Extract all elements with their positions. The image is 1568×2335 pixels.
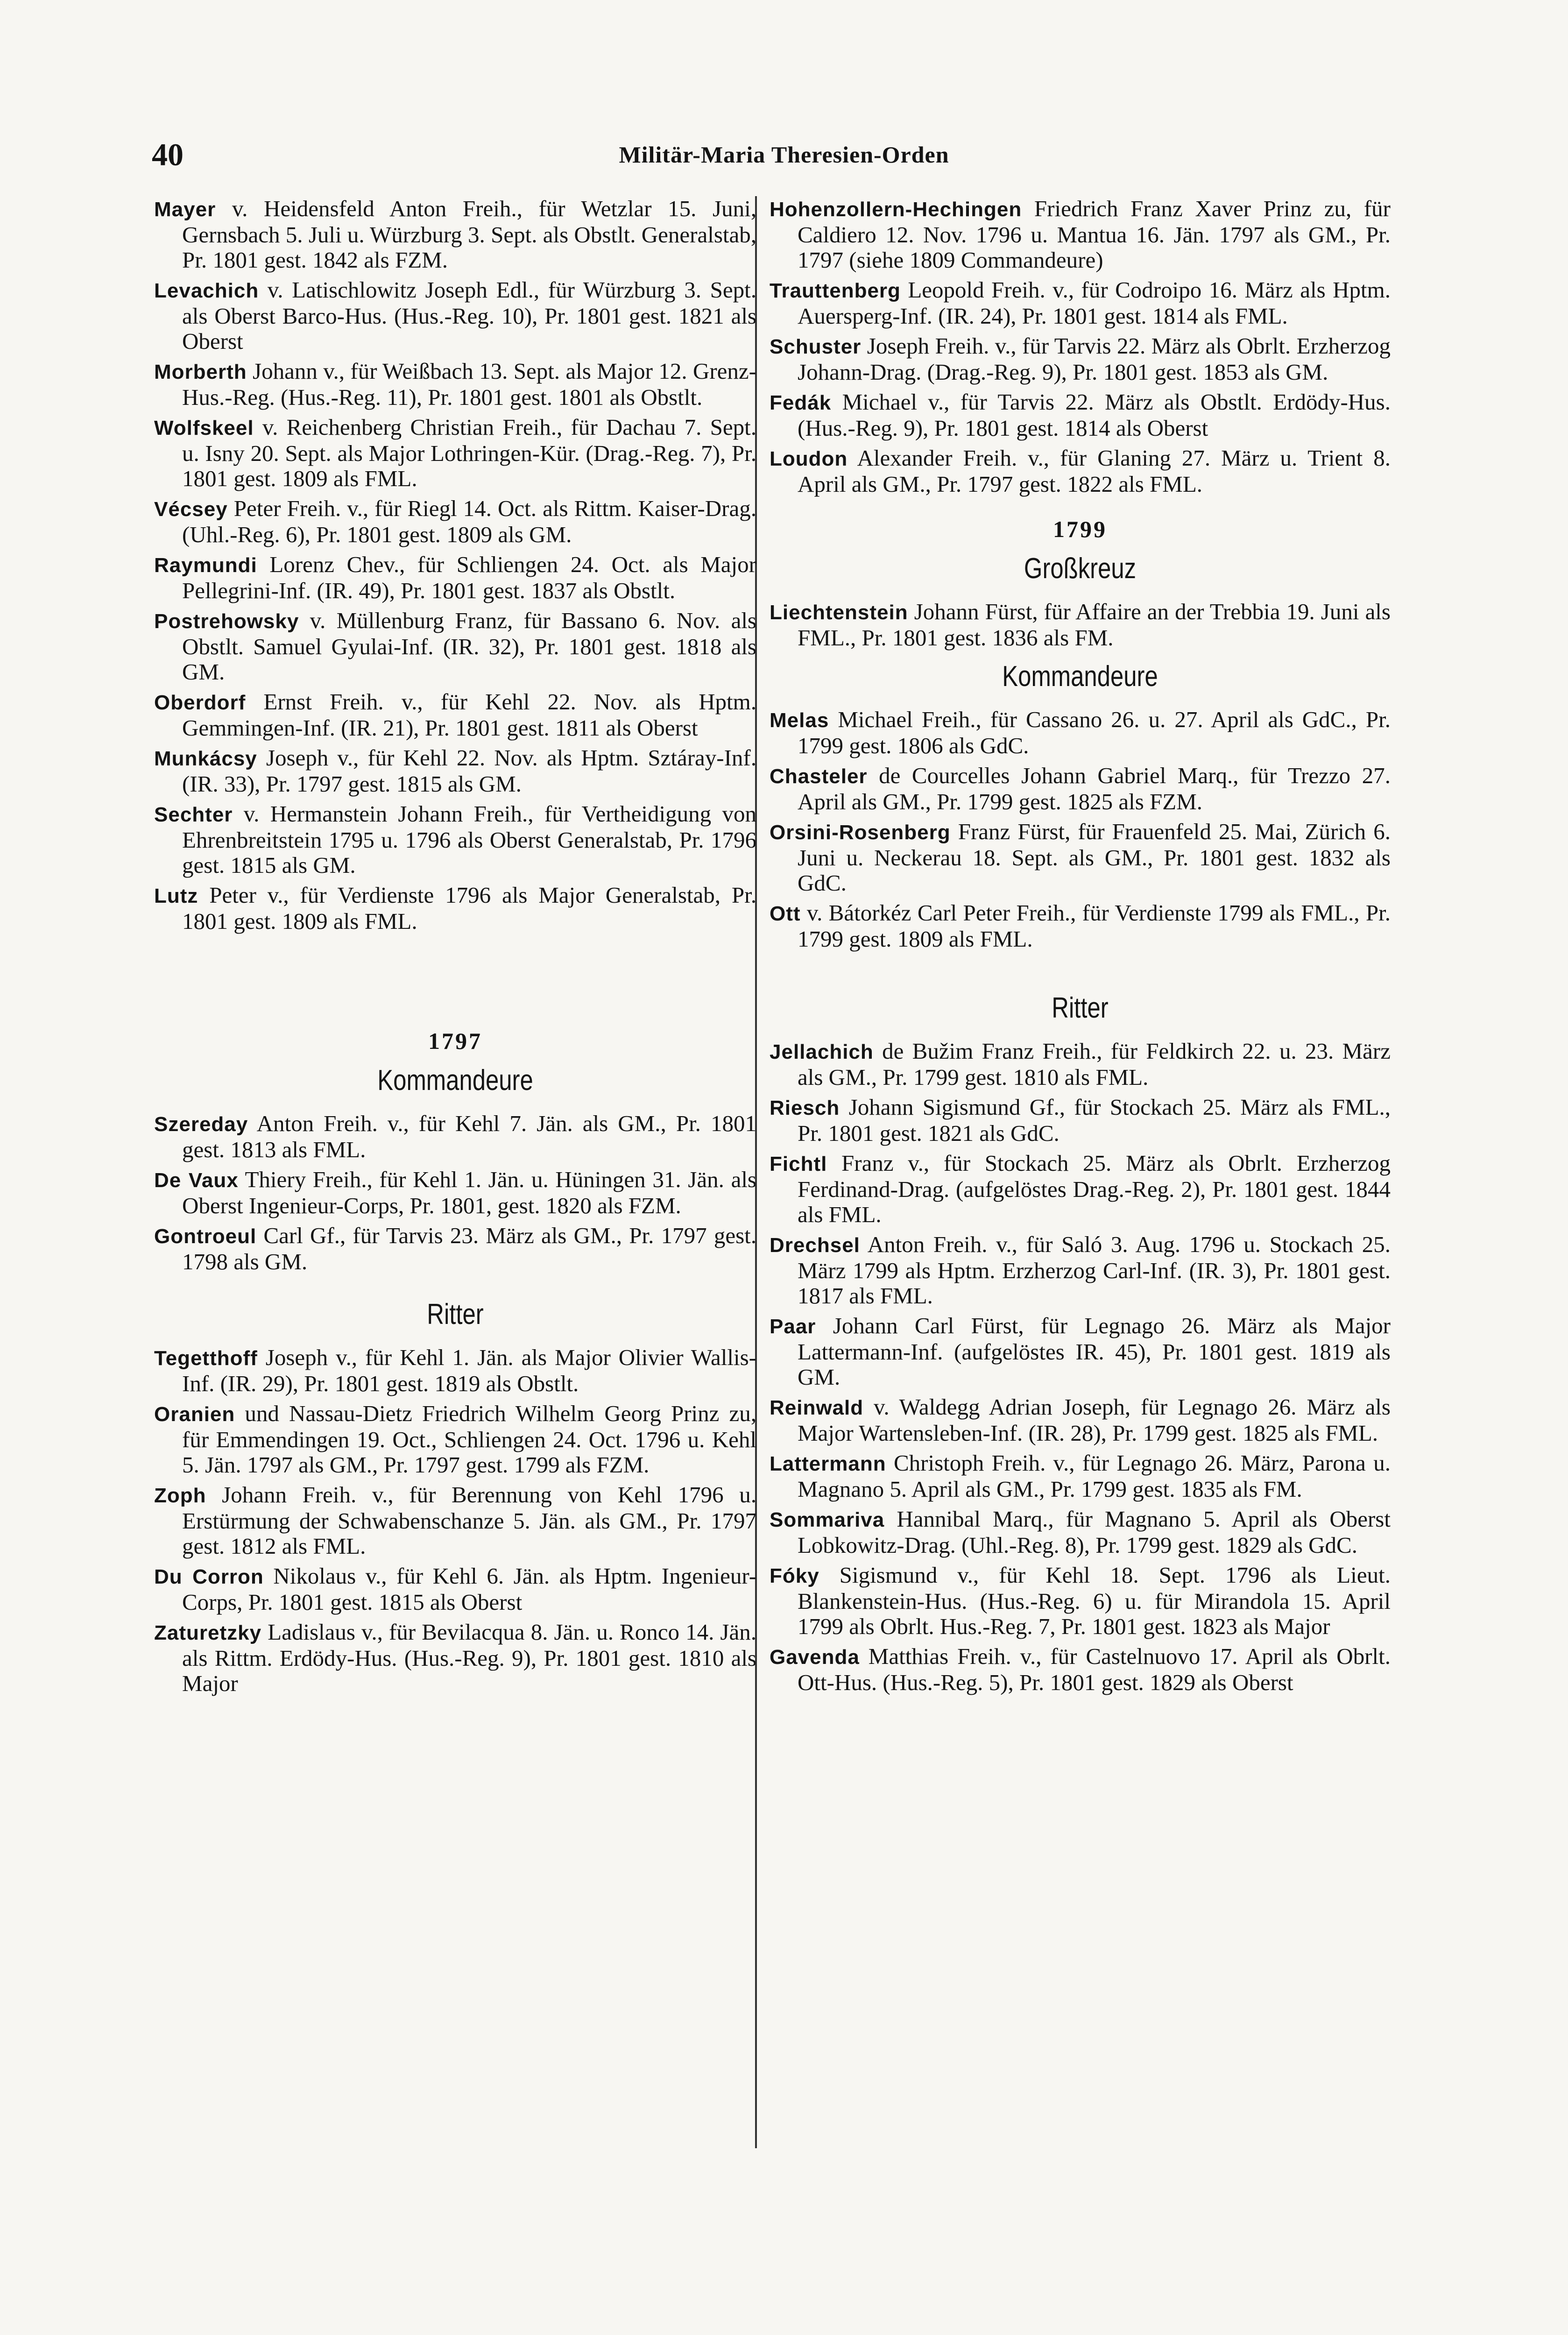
order-entry [154, 608, 756, 685]
entry-list [770, 196, 1391, 497]
entry-text: v. Waldegg Adrian Joseph, für Legnago 26. März als Major Wartensleben-Inf. (IR. 28), Pr. 1799 gest. 1825 als FML. [798, 1394, 1391, 1446]
order-entry [154, 883, 756, 934]
section-heading: Kommandeure [1002, 660, 1158, 693]
section-heading: Großkreuz [1024, 552, 1137, 585]
entry-name: Szereday [154, 1113, 248, 1136]
order-entry [154, 1223, 756, 1274]
entry-name: Fichtl [770, 1153, 827, 1175]
order-entry [770, 277, 1391, 329]
entry-text: de Courcelles Johann Gabriel Marq., für Trezzo 27. April als GM., Pr. 1799 gest. 1825 als FZM. [798, 763, 1391, 814]
order-entry [770, 1232, 1391, 1309]
entry-list [154, 1111, 756, 1274]
entry-text: v. Latischlowitz Joseph Edl., für Würzburg 3. Sept. als Oberst Barco-Hus. (Hus.-Reg. 10), Pr. 1801 gest. 1821 als Oberst [182, 277, 756, 354]
entry-name: Postrehowsky [154, 610, 299, 633]
order-entry [770, 389, 1391, 441]
entry-text: Anton Freih. v., für Kehl 7. Jän. als GM., Pr. 1801 gest. 1813 als FML. [182, 1111, 756, 1162]
section-heading: Ritter [427, 1298, 484, 1330]
order-entry [154, 1564, 756, 1615]
entry-name: Mayer [154, 198, 216, 221]
order-entry [770, 763, 1391, 814]
entry-name: Morberth [154, 361, 247, 383]
entry-text: Lorenz Chev., für Schliengen 24. Oct. als Major Pellegrini-Inf. (IR. 49), Pr. 1801 gest. 1837 als Obstlt. [182, 552, 756, 603]
order-entry [154, 1111, 756, 1162]
order-entry [154, 1620, 756, 1696]
order-entry [770, 599, 1391, 651]
year-heading: 1797 [428, 1028, 482, 1054]
spacer [154, 939, 756, 1009]
entry-text: v. Reichenberg Christian Freih., für Dachau 7. Sept. u. Isny 20. Sept. als Major Lothringen-Kür. (Drag.-Reg. 7), Pr. 1801 gest. 1809 als FML. [182, 414, 756, 491]
entry-text: Johann Carl Fürst, für Legnago 26. März als Major Lattermann-Inf. (aufgelöstes IR. 45), Pr. 1801 gest. 1819 als GM. [798, 1313, 1391, 1390]
order-entry [154, 359, 756, 410]
entry-name: Melas [770, 709, 829, 732]
entry-text: v. Bátorkéz Carl Peter Freih., für Verdienste 1799 als FML., Pr. 1799 gest. 1809 als FML. [798, 900, 1391, 952]
order-entry [154, 552, 756, 603]
entry-name: Raymundi [154, 554, 257, 577]
entry-text: Johann Sigismund Gf., für Stockach 25. März als FML., Pr. 1801 gest. 1821 als GdC. [798, 1094, 1391, 1146]
entry-name: Levachich [154, 279, 259, 302]
entry-name: Gontroeul [154, 1225, 257, 1248]
entry-name: Sommariva [770, 1508, 885, 1531]
entry-text: Michael v., für Tarvis 22. März als Obstlt. Erdödy-Hus. (Hus.-Reg. 9), Pr. 1801 gest. 1814 als Oberst [798, 389, 1391, 441]
order-entry [770, 446, 1391, 497]
entry-name: Ott [770, 902, 801, 925]
order-entry [154, 689, 756, 741]
entry-text: Peter v., für Verdienste 1796 als Major Generalstab, Pr. 1801 gest. 1809 als FML. [182, 882, 756, 934]
entry-list [154, 196, 756, 934]
entry-name: Jellachich [770, 1040, 874, 1063]
order-entry [770, 196, 1391, 273]
entry-name: Sechter [154, 803, 233, 826]
order-entry [154, 1345, 756, 1396]
entry-name: Loudon [770, 447, 848, 470]
entry-text: Franz Fürst, für Frauenfeld 25. Mai, Zürich 6. Juni u. Neckerau 18. Sept. als GM., Pr. 1801 gest. 1832 als GdC. [798, 819, 1391, 896]
entry-text: Matthias Freih. v., für Castelnuovo 17. April als Obrlt. Ott-Hus. (Hus.-Reg. 5), Pr. 1801 gest. 1829 als Oberst [798, 1643, 1391, 1695]
entry-text: v. Hermanstein Johann Freih., für Vertheidigung von Ehrenbreitstein 1795 u. 1796 als Oberst Generalstab, Pr. 1796 gest. 1815 als GM. [182, 801, 756, 878]
order-entry [154, 801, 756, 878]
order-entry [770, 1644, 1391, 1695]
entry-text: Hannibal Marq., für Magnano 5. April als Oberst Lobkowitz-Drag. (Uhl.-Reg. 8), Pr. 1799 gest. 1829 als GdC. [798, 1506, 1391, 1558]
order-entry [770, 900, 1391, 952]
entry-list [154, 1345, 756, 1696]
order-entry [770, 1313, 1391, 1390]
order-entry [154, 745, 756, 797]
entry-text: Nikolaus v., für Kehl 6. Jän. als Hptm. Ingenieur-Corps, Pr. 1801 gest. 1815 als Oberst [182, 1563, 757, 1615]
order-entry [154, 1482, 756, 1559]
page-header [0, 136, 1568, 178]
order-entry [770, 1507, 1391, 1558]
entry-text: Johann Freih. v., für Berennung von Kehl 1796 u. Erstürmung der Schwabenschanze 5. Jän. als GM., Pr. 1797 gest. 1812 als FML. [182, 1482, 756, 1559]
running-title: Militär-Maria Theresien-Orden [619, 142, 949, 168]
entry-text: Ernst Freih. v., für Kehl 22. Nov. als Hptm. Gemmingen-Inf. (IR. 21), Pr. 1801 gest. 1811 als Oberst [182, 689, 756, 741]
order-entry [154, 277, 756, 354]
order-entry [770, 1151, 1391, 1227]
entry-text: Ladislaus v., für Bevilacqua 8. Jän. u. Ronco 14. Jän. als Rittm. Erdödy-Hus. (Hus.-Reg. 9), Pr. 1801 gest. 1810 als Major [182, 1619, 756, 1696]
order-entry [770, 1451, 1391, 1502]
entry-name: Tegetthoff [154, 1347, 258, 1370]
order-entry [770, 1563, 1391, 1639]
entry-name: De Vaux [154, 1169, 239, 1192]
section-heading: Ritter [1052, 992, 1109, 1024]
entry-text: Carl Gf., für Tarvis 23. März als GM., Pr. 1797 gest. 1798 als GM. [182, 1223, 756, 1274]
entry-text: Thiery Freih., für Kehl 1. Jän. u. Hüningen 31. Jän. als Oberst Ingenieur-Corps, Pr. 1801, gest. 1820 als FZM. [182, 1167, 756, 1218]
entry-name: Riesch [770, 1097, 840, 1119]
entry-name: Drechsel [770, 1234, 860, 1257]
order-entry [154, 1401, 756, 1478]
order-entry [154, 496, 756, 547]
entry-list [770, 1039, 1391, 1695]
entry-name: Liechtenstein [770, 601, 908, 624]
entry-name: Chasteler [770, 765, 868, 788]
entry-name: Fedák [770, 391, 832, 414]
entry-text: Peter Freih. v., für Riegl 14. Oct. als Rittm. Kaiser-Drag. (Uhl.-Reg. 6), Pr. 1801 gest. 1809 als GM. [182, 495, 756, 547]
entry-text: Franz v., für Stockach 25. März als Obrlt. Erzherzog Ferdinand-Drag. (aufgelöstes Drag.-Reg. 2), Pr. 1801 gest. 1844 als FML. [798, 1150, 1391, 1227]
entry-name: Wolfskeel [154, 417, 254, 439]
entry-name: Fóky [770, 1564, 819, 1587]
entry-text: v. Müllenburg Franz, für Bassano 6. Nov. als Obstlt. Samuel Gyulai-Inf. (IR. 32), Pr. 1801 gest. 1818 als GM. [182, 608, 756, 685]
entry-name: Du Corron [154, 1565, 264, 1588]
entry-text: Joseph v., für Kehl 22. Nov. als Hptm. Sztáray-Inf. (IR. 33), Pr. 1797 gest. 1815 als GM. [182, 745, 756, 797]
entry-text: Sigismund v., für Kehl 18. Sept. 1796 als Lieut. Blankenstein-Hus. (Hus.-Reg. 6) u. für Mirandola 15. April 1799 als Obrlt. Hus.-Reg. 7, Pr. 1801 gest. 1823 als Major [798, 1562, 1391, 1639]
section-heading: Kommandeure [377, 1064, 533, 1097]
entry-text: v. Heidensfeld Anton Freih., für Wetzlar 15. Juni, Gernsbach 5. Juli u. Würzburg 3. Sept. als Obstlt. Generalstab, Pr. 1801 gest. 1842 als FZM. [182, 196, 756, 273]
entry-name: Munkácsy [154, 747, 257, 770]
entry-text: Alexander Freih. v., für Glaning 27. März u. Trient 8. April als GM., Pr. 1797 gest. 1822 als FML. [798, 445, 1391, 497]
order-entry [770, 1394, 1391, 1446]
entry-text: und Nassau-Dietz Friedrich Wilhelm Georg Prinz zu, für Emmendingen 19. Oct., Schliengen 24. Oct. 1796 u. Kehl 5. Jän. 1797 als GM., Pr. 1797 gest. 1799 als FZM. [182, 1401, 756, 1478]
entry-list [770, 599, 1391, 651]
entry-text: Joseph Freih. v., für Tarvis 22. März als Obrlt. Erzherzog Johann-Drag. (Drag.-Reg. 9), Pr. 1801 gest. 1853 als GM. [798, 333, 1391, 385]
left-column [154, 196, 756, 1701]
order-entry [154, 415, 756, 491]
order-entry [770, 1039, 1391, 1090]
entry-name: Paar [770, 1315, 816, 1338]
entry-name: Zoph [154, 1484, 206, 1507]
entry-text: Anton Freih. v., für Saló 3. Aug. 1796 u. Stockach 25. März 1799 als Hptm. Erzherzog Carl-Inf. (IR. 3), Pr. 1801 gest. 1817 als FML. [798, 1231, 1391, 1309]
entry-name: Oranien [154, 1403, 235, 1426]
entry-name: Gavenda [770, 1646, 860, 1669]
entry-name: Lutz [154, 884, 198, 907]
entry-name: Lattermann [770, 1452, 886, 1475]
entry-text: Joseph v., für Kehl 1. Jän. als Major Olivier Wallis-Inf. (IR. 29), Pr. 1801 gest. 1819 als Obstlt. [182, 1344, 756, 1396]
entry-text: Leopold Freih. v., für Codroipo 16. März als Hptm. Auersperg-Inf. (IR. 24), Pr. 1801 gest. 1814 als FML. [798, 277, 1391, 329]
right-column [770, 196, 1391, 1700]
order-entry [770, 819, 1391, 896]
entry-name: Zaturetzky [154, 1621, 262, 1644]
entry-name: Schuster [770, 335, 862, 358]
order-entry [770, 707, 1391, 758]
entry-text: Michael Freih., für Cassano 26. u. 27. April als GdC., Pr. 1799 gest. 1806 als GdC. [798, 707, 1391, 758]
entry-name: Orsini-Rosenberg [770, 821, 951, 844]
page-number: 40 [152, 137, 184, 172]
order-entry [770, 1095, 1391, 1146]
entry-name: Oberdorf [154, 691, 246, 714]
entry-name: Hohenzollern-Hechingen [770, 198, 1022, 221]
entry-text: Christoph Freih. v., für Legnago 26. März, Parona u. Magnano 5. April als GM., Pr. 1799 gest. 1835 als FM. [798, 1450, 1391, 1502]
entry-name: Reinwald [770, 1396, 864, 1419]
entry-text: Johann Fürst, für Affaire an der Trebbia 19. Juni als FML., Pr. 1801 gest. 1836 als FM. [798, 599, 1391, 651]
year-heading: 1799 [1053, 516, 1107, 542]
spacer [770, 956, 1391, 982]
spacer [154, 1279, 756, 1288]
order-entry [154, 1167, 756, 1218]
entry-text: Friedrich Franz Xaver Prinz zu, für Caldiero 12. Nov. 1796 u. Mantua 16. Jän. 1797 als GM., Pr. 1797 (siehe 1809 Commandeure) [798, 196, 1391, 273]
entry-name: Trauttenberg [770, 279, 901, 302]
order-entry [154, 196, 756, 273]
entry-text: Johann v., für Weißbach 13. Sept. als Major 12. Grenz-Hus.-Reg. (Hus.-Reg. 11), Pr. 1801 gest. 1801 als Obstlt. [182, 358, 756, 410]
entry-text: de Bužim Franz Freih., für Feldkirch 22. u. 23. März als GM., Pr. 1799 gest. 1810 als FML. [798, 1038, 1391, 1090]
order-entry [770, 333, 1391, 385]
entry-name: Vécsey [154, 498, 228, 521]
entry-list [770, 707, 1391, 952]
